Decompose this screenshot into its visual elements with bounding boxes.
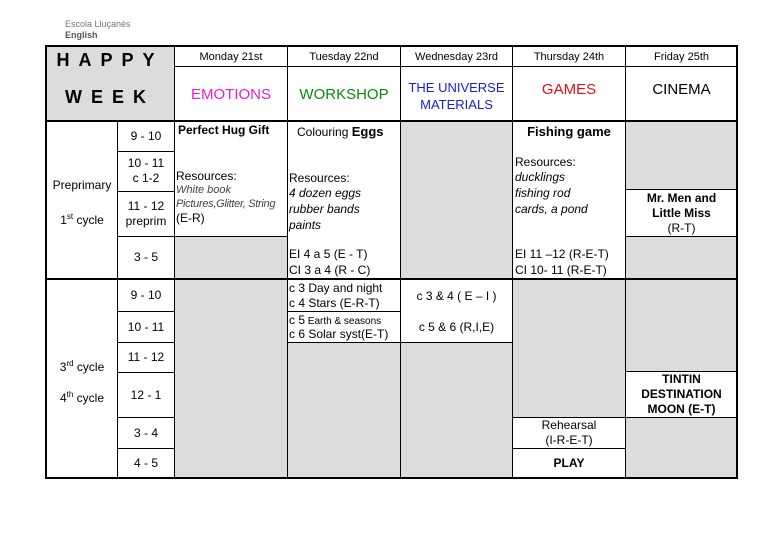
friday-film-1-line-1: Mr. Men and — [646, 191, 717, 205]
subject-name: English — [65, 30, 98, 40]
day-thursday: Thursday 24th — [533, 51, 605, 63]
time-third-5: 3 - 4 — [133, 426, 158, 440]
tuesday-activity: Colouring Eggs — [297, 124, 384, 139]
time-third-4: 12 - 1 — [130, 388, 162, 402]
theme-tuesday: WORKSHOP — [299, 86, 389, 103]
fri-pre-empty-bottom — [625, 236, 737, 279]
tue-third-empty — [287, 342, 400, 479]
fri-third-empty-bottom — [625, 417, 737, 479]
tuesday-resources-label: Resources: — [289, 171, 350, 185]
monday-res-1: White book — [176, 184, 232, 196]
title-week: WEEK — [65, 87, 155, 107]
day-friday: Friday 25th — [653, 51, 710, 63]
thursday-play: PLAY — [553, 456, 585, 470]
tuesday-third-3: c 5 Earth & seasons — [289, 313, 382, 327]
wed-third-empty — [400, 342, 512, 479]
wednesday-third-2: c 5 & 6 (R,I,E) — [418, 320, 495, 334]
time-pre-1: 9 - 10 — [130, 129, 162, 143]
friday-film-1-line-2: Little Miss — [652, 206, 711, 220]
day-tuesday: Tuesday 22nd — [309, 51, 379, 63]
mon-pre-empty — [174, 236, 287, 279]
thursday-ei: EI 11 –12 (R-E-T) — [515, 247, 609, 261]
thursday-resources-label: Resources: — [515, 155, 576, 169]
time-pre-2: 10 - 11 c 1-2 — [127, 156, 165, 185]
time-pre-3: 11 - 12 preprim — [125, 199, 167, 228]
monday-group: (E-R) — [176, 211, 205, 225]
time-third-6: 4 - 5 — [133, 456, 158, 470]
tuesday-third-2: c 4 Stars (E-R-T) — [289, 296, 380, 310]
fri-third-empty-top — [625, 279, 737, 371]
thursday-ci: CI 10- 11 (R-E-T) — [515, 263, 607, 277]
friday-film-1-group: (R-T) — [667, 221, 696, 235]
day-wednesday: Wednesday 23rd — [415, 51, 498, 63]
group-third-cycle: 3rd cycle — [59, 359, 105, 374]
title-happy: HAPPY — [56, 50, 164, 70]
friday-film-2-line-2: DESTINATION — [641, 387, 722, 401]
thursday-activity: Fishing game — [527, 124, 611, 139]
thursday-rehearsal: Rehearsal — [541, 418, 597, 432]
thu-third-empty — [512, 279, 625, 417]
group-preprimary: Preprimary — [52, 178, 112, 192]
wed-pre-empty — [400, 121, 512, 279]
group-first-cycle: 1st cycle — [60, 212, 104, 227]
thursday-res-1: ducklings — [515, 170, 566, 184]
tuesday-res-2: rubber bands — [289, 202, 360, 216]
thursday-res-3: cards, a pond — [515, 202, 588, 216]
time-pre-4: 3 - 5 — [133, 250, 158, 264]
theme-wednesday: THE UNIVERSE MATERIALS — [408, 80, 505, 112]
school-name: Escola Lluçanès — [65, 19, 131, 29]
wednesday-third-1: c 3 & 4 ( E – I ) — [416, 289, 497, 303]
tuesday-ei: EI 4 a 5 (E - T) — [289, 247, 368, 261]
time-third-2: 10 - 11 — [127, 320, 165, 334]
friday-film-2-line-1: TINTIN — [662, 372, 701, 386]
tuesday-res-3: paints — [289, 218, 322, 232]
theme-friday: CINEMA — [652, 81, 711, 98]
theme-monday: EMOTIONS — [190, 86, 271, 103]
day-monday: Monday 21st — [199, 51, 263, 63]
mon-third-empty — [174, 279, 287, 479]
tuesday-third-4: c 6 Solar syst(E-T) — [289, 327, 389, 341]
tuesday-res-1: 4 dozen eggs — [289, 186, 362, 200]
tuesday-ci: CI 3 a 4 (R - C) — [289, 263, 371, 277]
tuesday-third-1: c 3 Day and night — [289, 281, 383, 295]
theme-thursday: GAMES — [541, 81, 597, 98]
monday-activity: Perfect Hug Gift — [178, 123, 270, 137]
time-third-3: 11 - 12 — [127, 350, 165, 364]
friday-film-2-line-3: MOON (E-T) — [647, 402, 716, 416]
monday-resources-label: Resources: — [176, 169, 237, 183]
time-third-1: 9 - 10 — [130, 288, 162, 302]
monday-res-2: Pictures,Glitter, String — [176, 198, 276, 210]
group-fourth-cycle: 4th cycle — [59, 390, 105, 405]
thursday-rehearsal-group: (I-R-E-T) — [545, 433, 593, 447]
fri-pre-empty-top — [625, 121, 737, 189]
thursday-res-2: fishing rod — [515, 186, 571, 200]
